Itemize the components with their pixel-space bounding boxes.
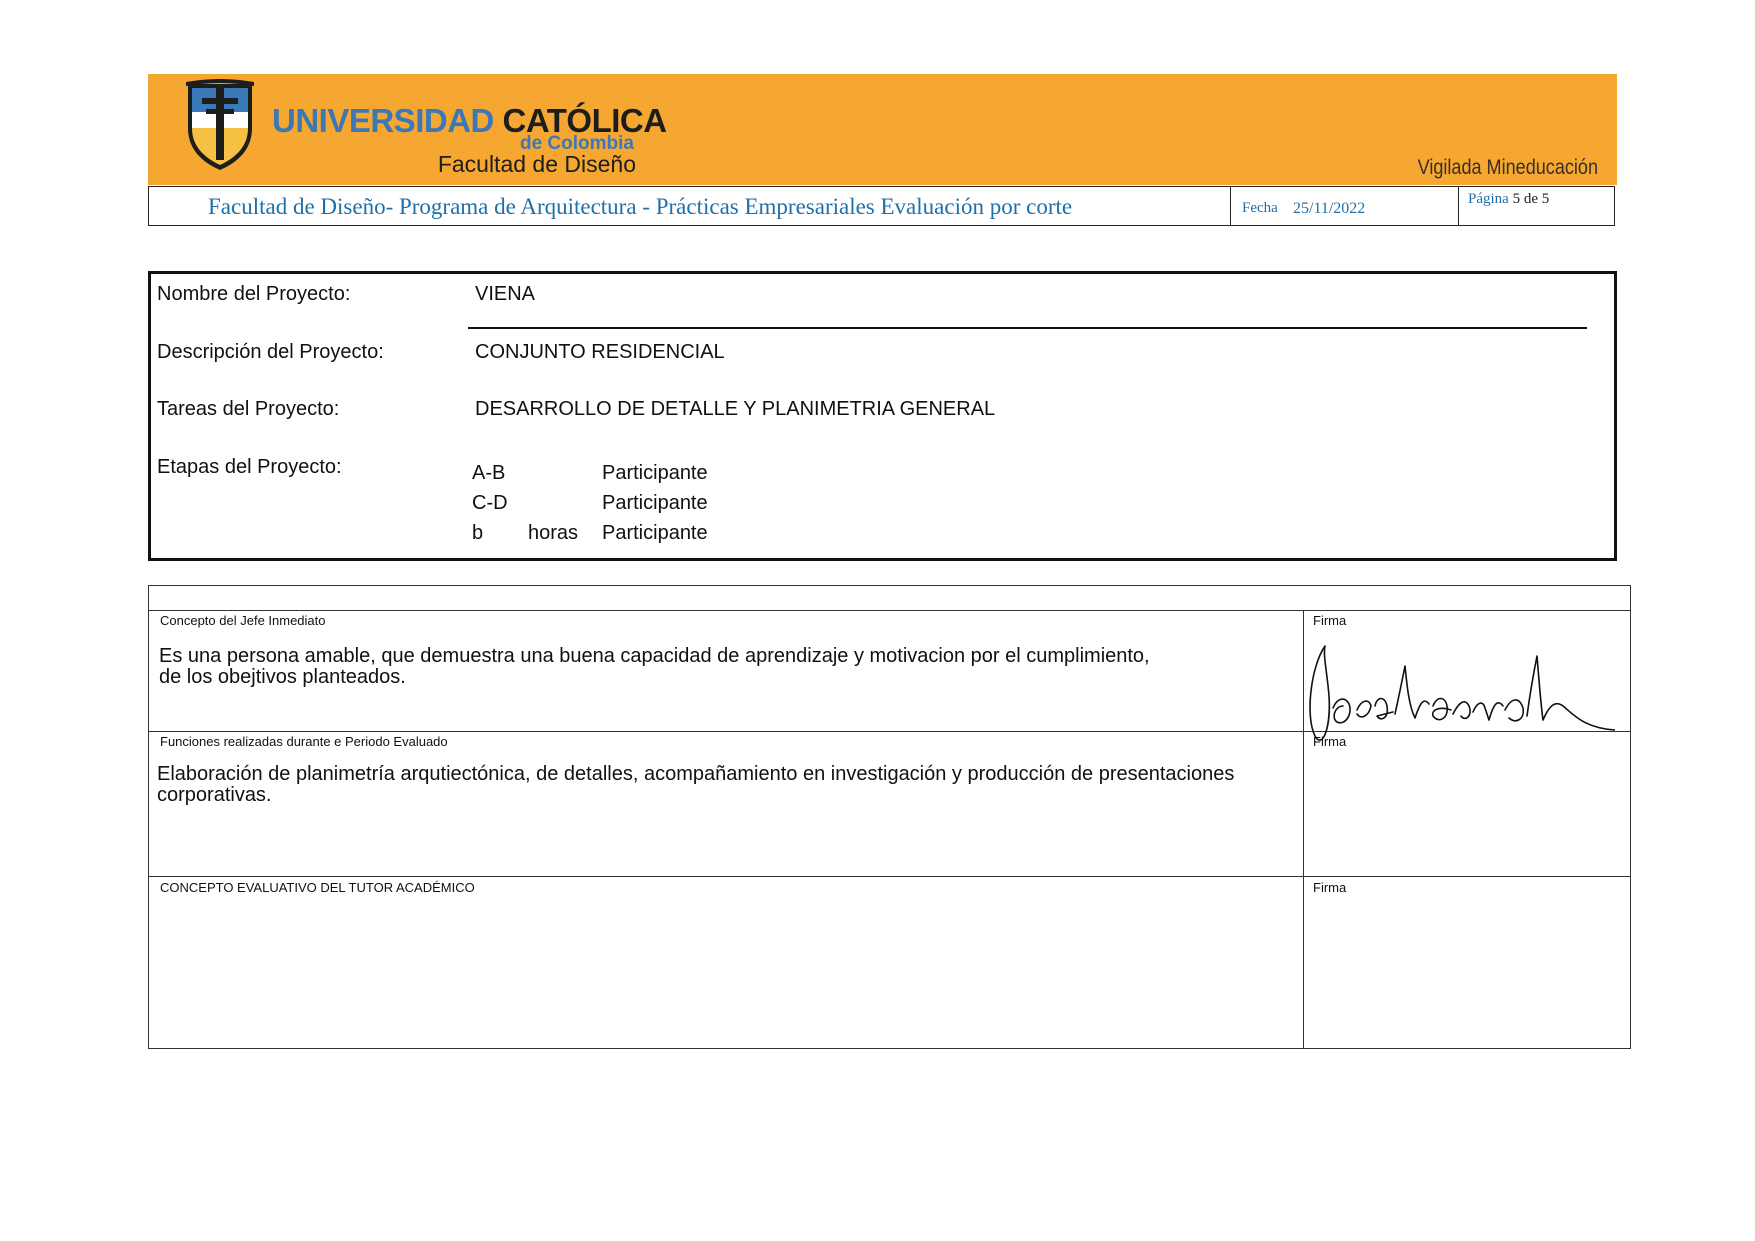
handwritten-signature-icon [1305,636,1615,756]
signature-label: Firma [1313,613,1347,628]
vigilada-text: Vigilada Mineducación [1417,156,1598,179]
faculty-name: Facultad de Diseño [437,151,636,177]
signature-label: Firma [1313,880,1347,895]
date-value: 25/11/2022 [1293,200,1366,217]
project-description-label: Descripción del Proyecto: [157,341,384,363]
table-divider [148,876,1631,877]
date-label: Fecha [1242,200,1278,216]
project-tasks-label: Tareas del Proyecto: [157,398,340,420]
stage-code: C-D [472,492,508,514]
university-name-part1: UNIVERSIDAD [272,102,494,139]
stage-code: A-B [472,462,506,484]
project-stages-label: Etapas del Proyecto: [157,456,342,478]
project-tasks-value: DESARROLLO DE DETALLE Y PLANIMETRIA GENERAL [475,398,996,420]
table-divider [148,610,1631,611]
title-bar-divider [1230,187,1231,225]
project-description-value: CONJUNTO RESIDENCIAL [475,341,725,363]
supervisor-concept-line: Es una persona amable, que demuestra una buena capacidad de aprendizaje y motivacion por el cumplimiento, [159,645,1150,667]
stage-code: b [472,522,484,544]
page-label: Página [1468,191,1509,207]
project-name-value: VIENA [475,283,536,305]
stage-role: Participante [602,522,708,544]
project-name-underline [468,327,1587,329]
title-bar-divider [1458,187,1459,225]
stage-hours: horas [528,522,579,544]
university-name-part2: CATÓLICA [502,102,667,139]
functions-text: Elaboración de planimetría arqutiectónica, de detalles, acompañamiento en investigación y producción de presentaciones corporativas. [157,763,1235,806]
supervisor-concept-line: de los obejtivos planteados. [159,666,406,688]
functions-label: Funciones realizadas durante e Periodo Evaluado [160,734,448,749]
stage-role: Participante [602,492,708,514]
document-title: Facultad de Diseño- Programa de Arquitectura - Prácticas Empresariales Evaluación por corte [208,194,1073,219]
table-column-divider [1303,610,1304,1049]
tutor-concept-label: CONCEPTO EVALUATIVO DEL TUTOR ACADÉMICO [160,880,475,895]
signature-label: Firma [1313,734,1347,749]
supervisor-concept-text [159,646,1289,688]
supervisor-concept-label: Concepto del Jefe Inmediato [160,613,326,628]
university-shield-logo-icon [180,78,260,174]
stage-role: Participante [602,462,708,484]
university-subtitle: de Colombia [519,133,634,154]
project-name-label: Nombre del Proyecto: [157,283,351,305]
page-number: 5 de 5 [1512,191,1550,207]
page-indicator [1468,191,1549,208]
